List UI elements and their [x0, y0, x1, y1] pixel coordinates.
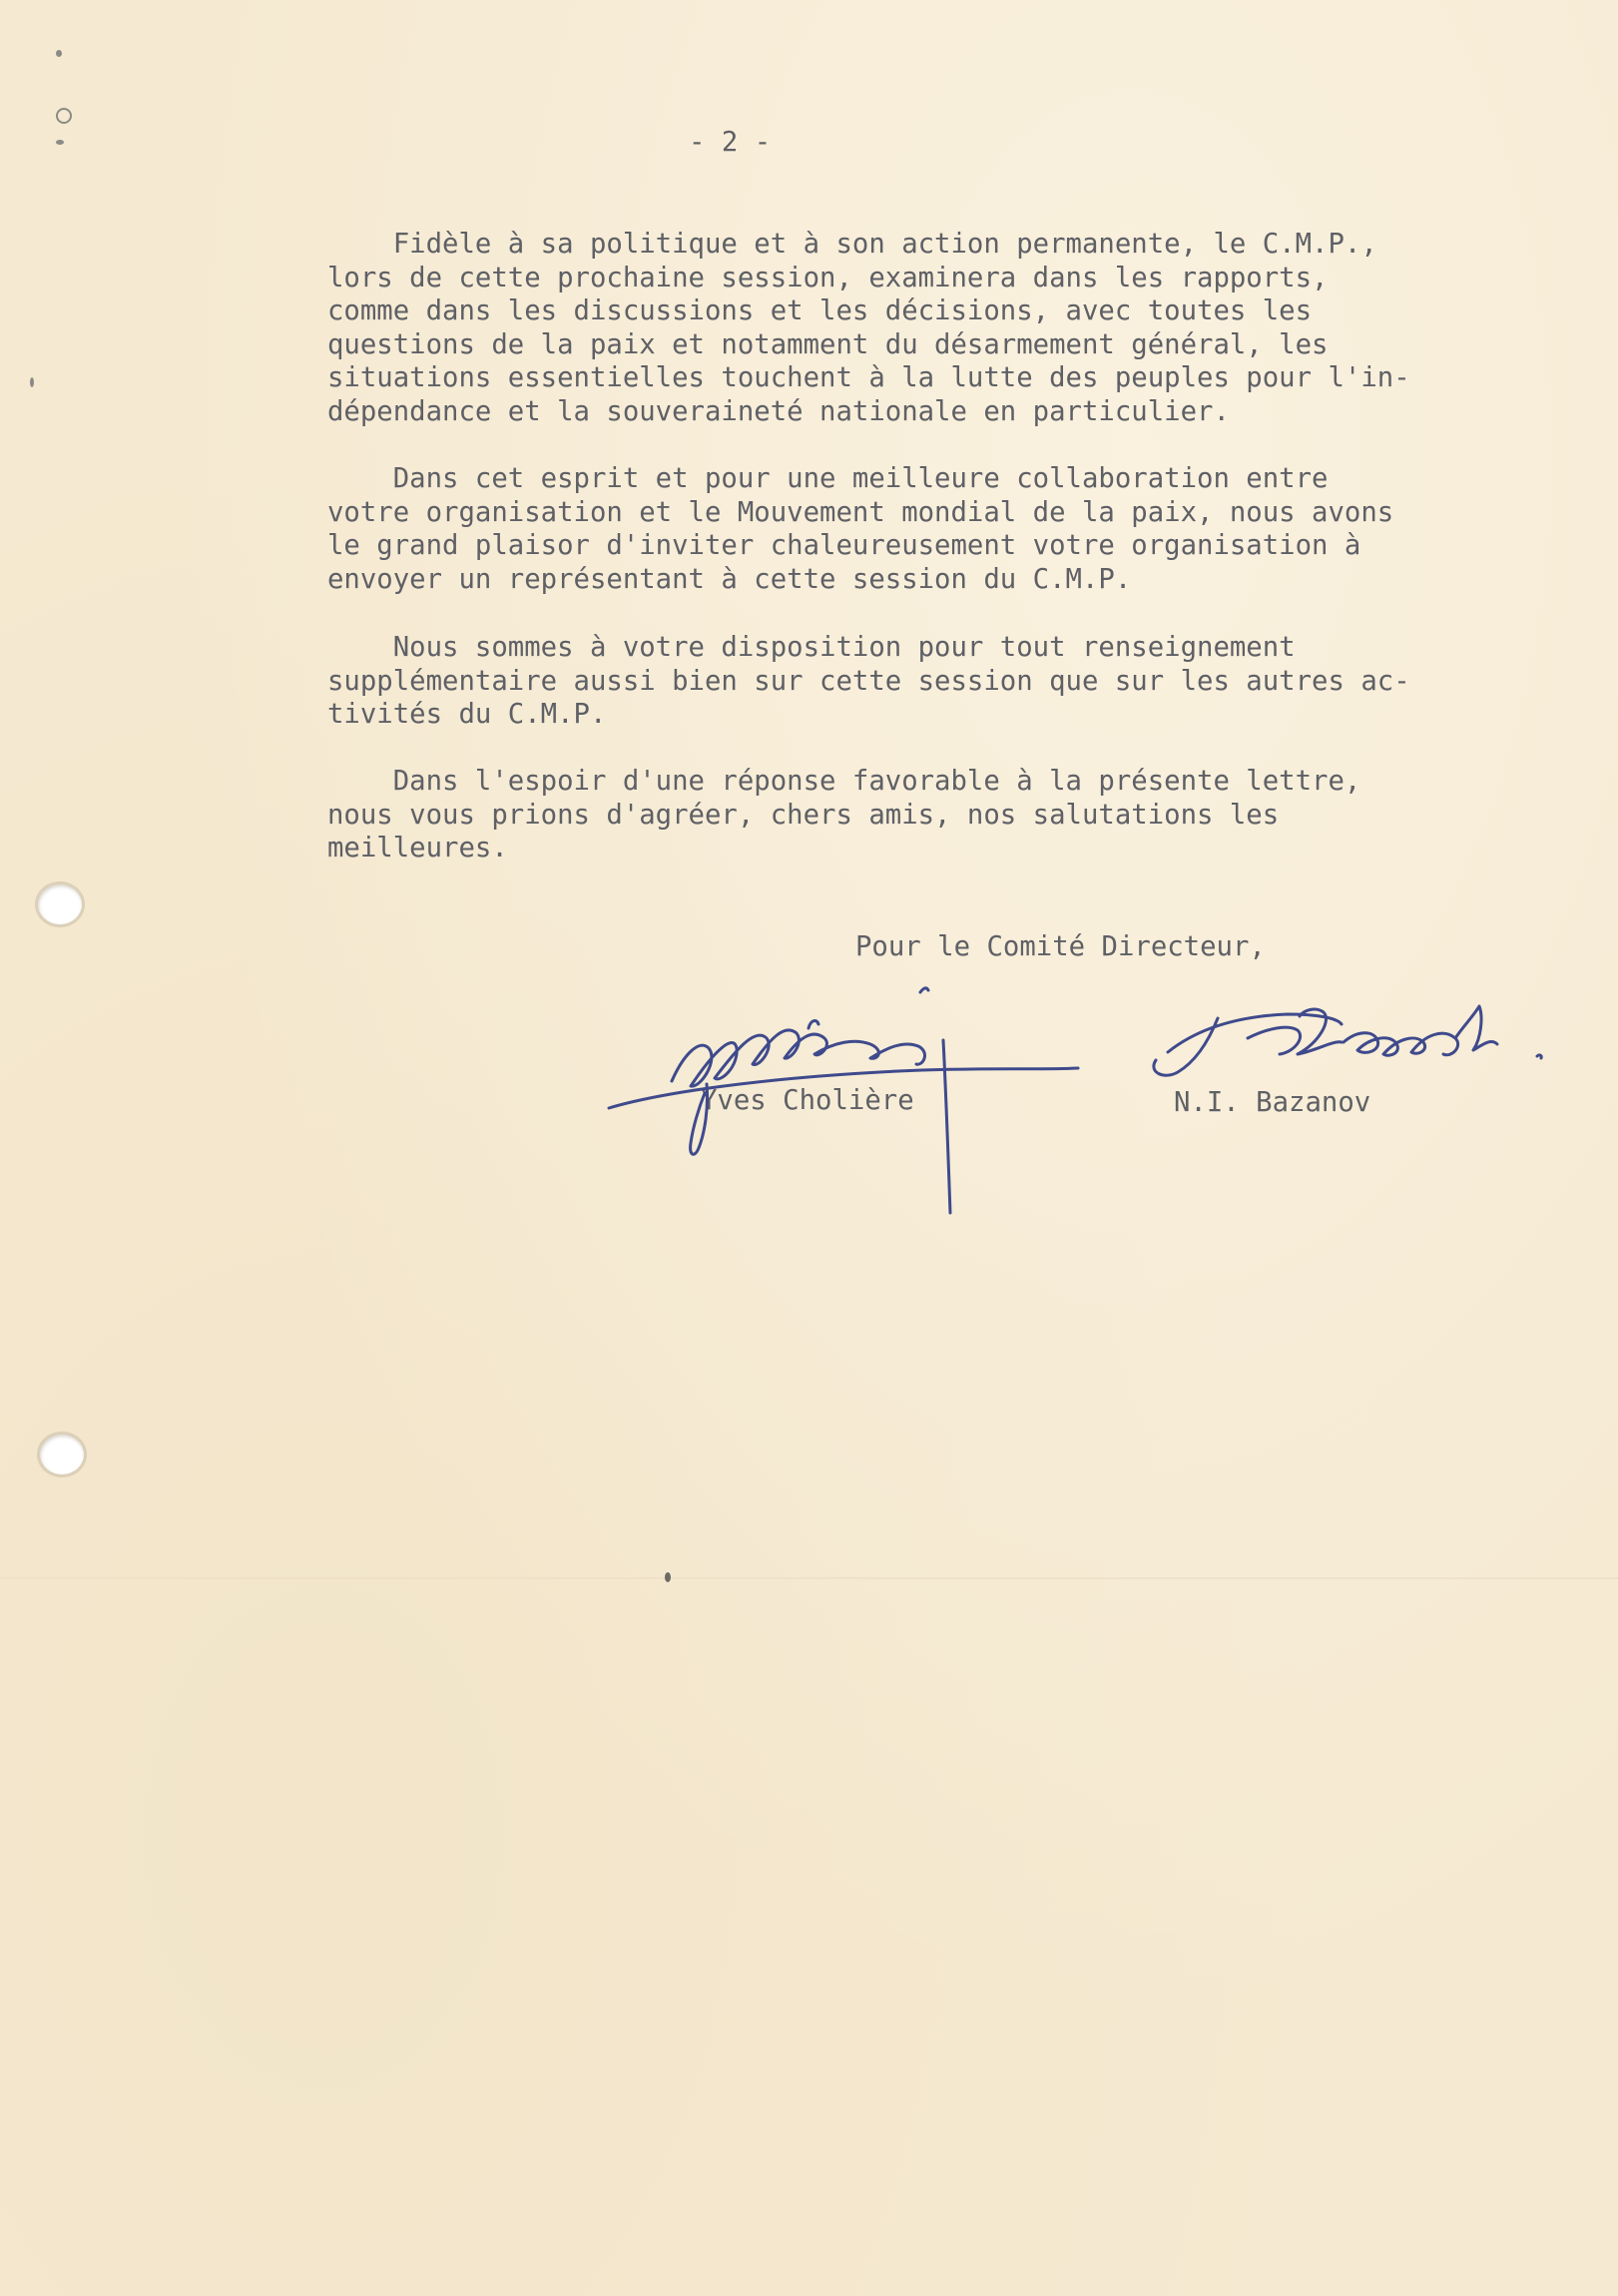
text-line: Dans l'espoir d'une réponse favorable à la présente lettre, [327, 766, 1361, 797]
closing-line: Pour le Comité Directeur, [855, 931, 1266, 962]
ink-speck [30, 377, 34, 387]
text-line: lors de cette prochaine session, examinera dans les rapports, [327, 262, 1329, 293]
ink-speck [665, 1572, 671, 1582]
punch-hole-bottom [40, 1435, 84, 1474]
ink-speck [56, 108, 72, 124]
signatory-name-bazanov: N.I. Bazanov [1174, 1087, 1371, 1118]
text-line: dépendance et la souveraineté nationale en particulier. [327, 395, 1230, 427]
signatory-name-cholière: Yves Cholière [701, 1085, 914, 1116]
signature-bazanov [1154, 1006, 1541, 1075]
page-number: - 2 - [689, 127, 772, 158]
paragraph-3 [327, 631, 1410, 732]
text-line: Nous sommes à votre disposition pour tout renseignement [327, 632, 1296, 663]
punch-hole-top [38, 884, 82, 924]
text-line: situations essentielles touchent à la lutte des peuples pour l'in- [327, 362, 1410, 393]
text-line: Dans cet esprit et pour une meilleure collaboration entre [327, 463, 1329, 494]
text-line: comme dans les discussions et les décisions, avec toutes les [327, 295, 1313, 326]
paragraph-4 [327, 765, 1360, 865]
text-line: meilleures. [327, 833, 508, 863]
text-line: votre organisation et le Mouvement mondial de la paix, nous avons [327, 496, 1394, 528]
text-line: envoyer un représentant à cette session du C.M.P. [327, 563, 1132, 595]
paragraph-2 [327, 462, 1393, 596]
text-line: nous vous prions d'agréer, chers amis, nos salutations les [327, 799, 1280, 831]
paper-fold-line [0, 1577, 1618, 1579]
text-line: Fidèle à sa politique et à son action permanente, le C.M.P., [327, 229, 1377, 260]
text-line: supplémentaire aussi bien sur cette session que sur les autres ac- [327, 665, 1410, 697]
ink-speck [56, 140, 64, 145]
ink-speck [56, 50, 62, 57]
text-line: questions de la paix et notamment du désarmement général, les [327, 328, 1329, 360]
text-line: tivités du C.M.P. [327, 699, 607, 730]
paragraph-1 [327, 228, 1410, 428]
text-line: le grand plaisor d'inviter chaleureusement votre organisation à [327, 530, 1361, 561]
